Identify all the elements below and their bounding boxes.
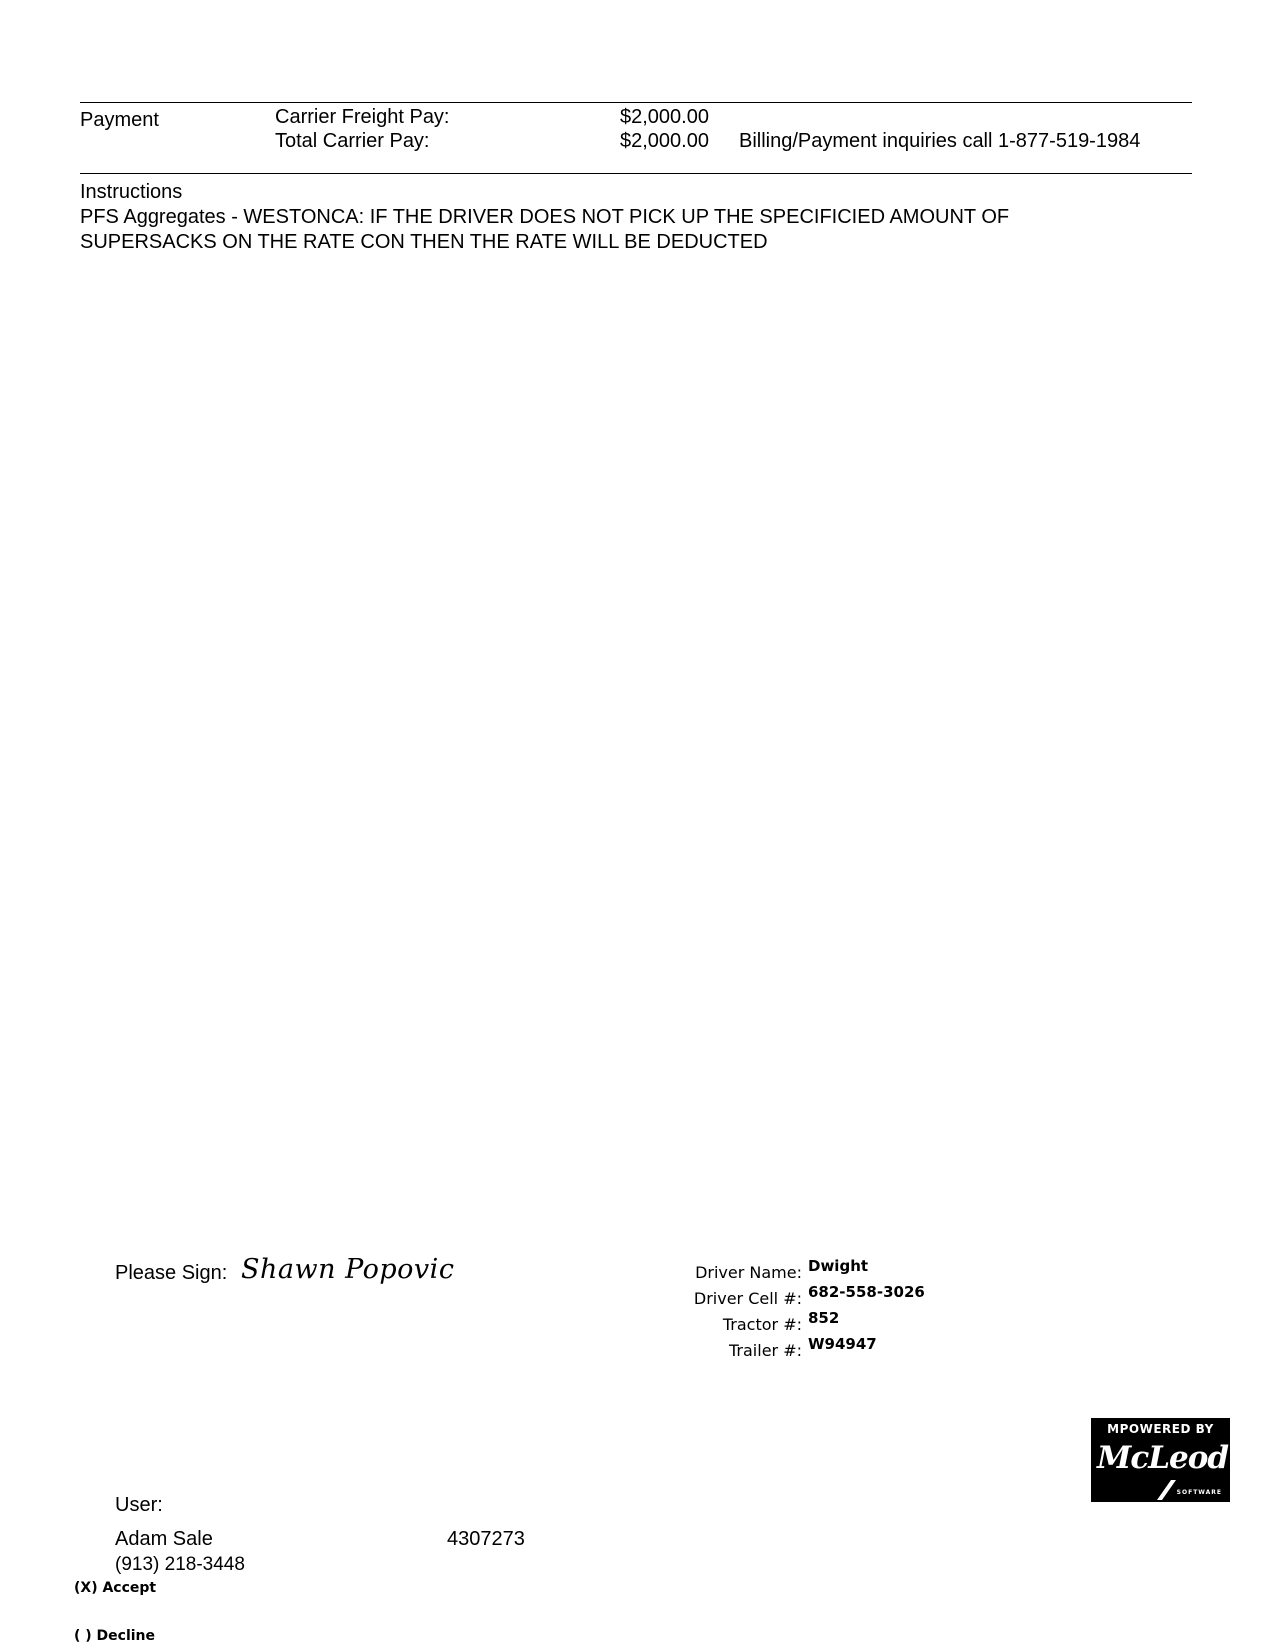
tractor-label: Tractor #: [722, 1315, 802, 1334]
logo-sub-text: SOFTWARE [1176, 1489, 1222, 1496]
user-name: Adam Sale [115, 1528, 213, 1550]
please-sign-label: Please Sign: [115, 1262, 228, 1284]
user-phone: (913) 218-3448 [115, 1554, 245, 1575]
instructions-heading: Instructions [80, 181, 183, 203]
order-number: 4307273 [447, 1528, 525, 1550]
instructions-line-2: SUPERSACKS ON THE RATE CON THEN THE RATE WILL BE DEDUCTED [80, 231, 768, 253]
driver-cell-label: Driver Cell #: [693, 1289, 802, 1308]
total-carrier-pay-label: Total Carrier Pay: [275, 130, 430, 152]
logo-top-text: MPOWERED BY [1107, 1422, 1214, 1436]
trailer-value: W94947 [808, 1335, 877, 1353]
driver-name-label: Driver Name: [695, 1263, 802, 1282]
total-carrier-pay-value: $2,000.00 [620, 130, 709, 152]
trailer-label: Trailer #: [729, 1341, 802, 1360]
logo-name: McLeod [1097, 1440, 1229, 1476]
carrier-freight-pay-value: $2,000.00 [620, 106, 709, 128]
top-divider [80, 102, 1192, 103]
decline-option: ( ) Decline [74, 1628, 156, 1644]
instructions-line-1: PFS Aggregates - WESTONCA: IF THE DRIVER DOES NOT PICK UP THE SPECIFICIED AMOUNT OF [80, 206, 1010, 228]
carrier-freight-pay-label: Carrier Freight Pay: [275, 106, 450, 128]
payment-divider [80, 173, 1192, 174]
billing-inquiry-text: Billing/Payment inquiries call 1-877-519-1984 [739, 130, 1141, 152]
user-label: User: [115, 1494, 163, 1516]
payment-heading: Payment [80, 109, 159, 131]
signature-value: Shawn Popovic [241, 1254, 455, 1285]
mcleod-logo [1091, 1418, 1230, 1502]
driver-name-value: Dwight [808, 1257, 869, 1275]
driver-cell-value: 682-558-3026 [808, 1283, 925, 1301]
accept-option: (X) Accept [74, 1580, 157, 1596]
tractor-value: 852 [808, 1309, 840, 1327]
